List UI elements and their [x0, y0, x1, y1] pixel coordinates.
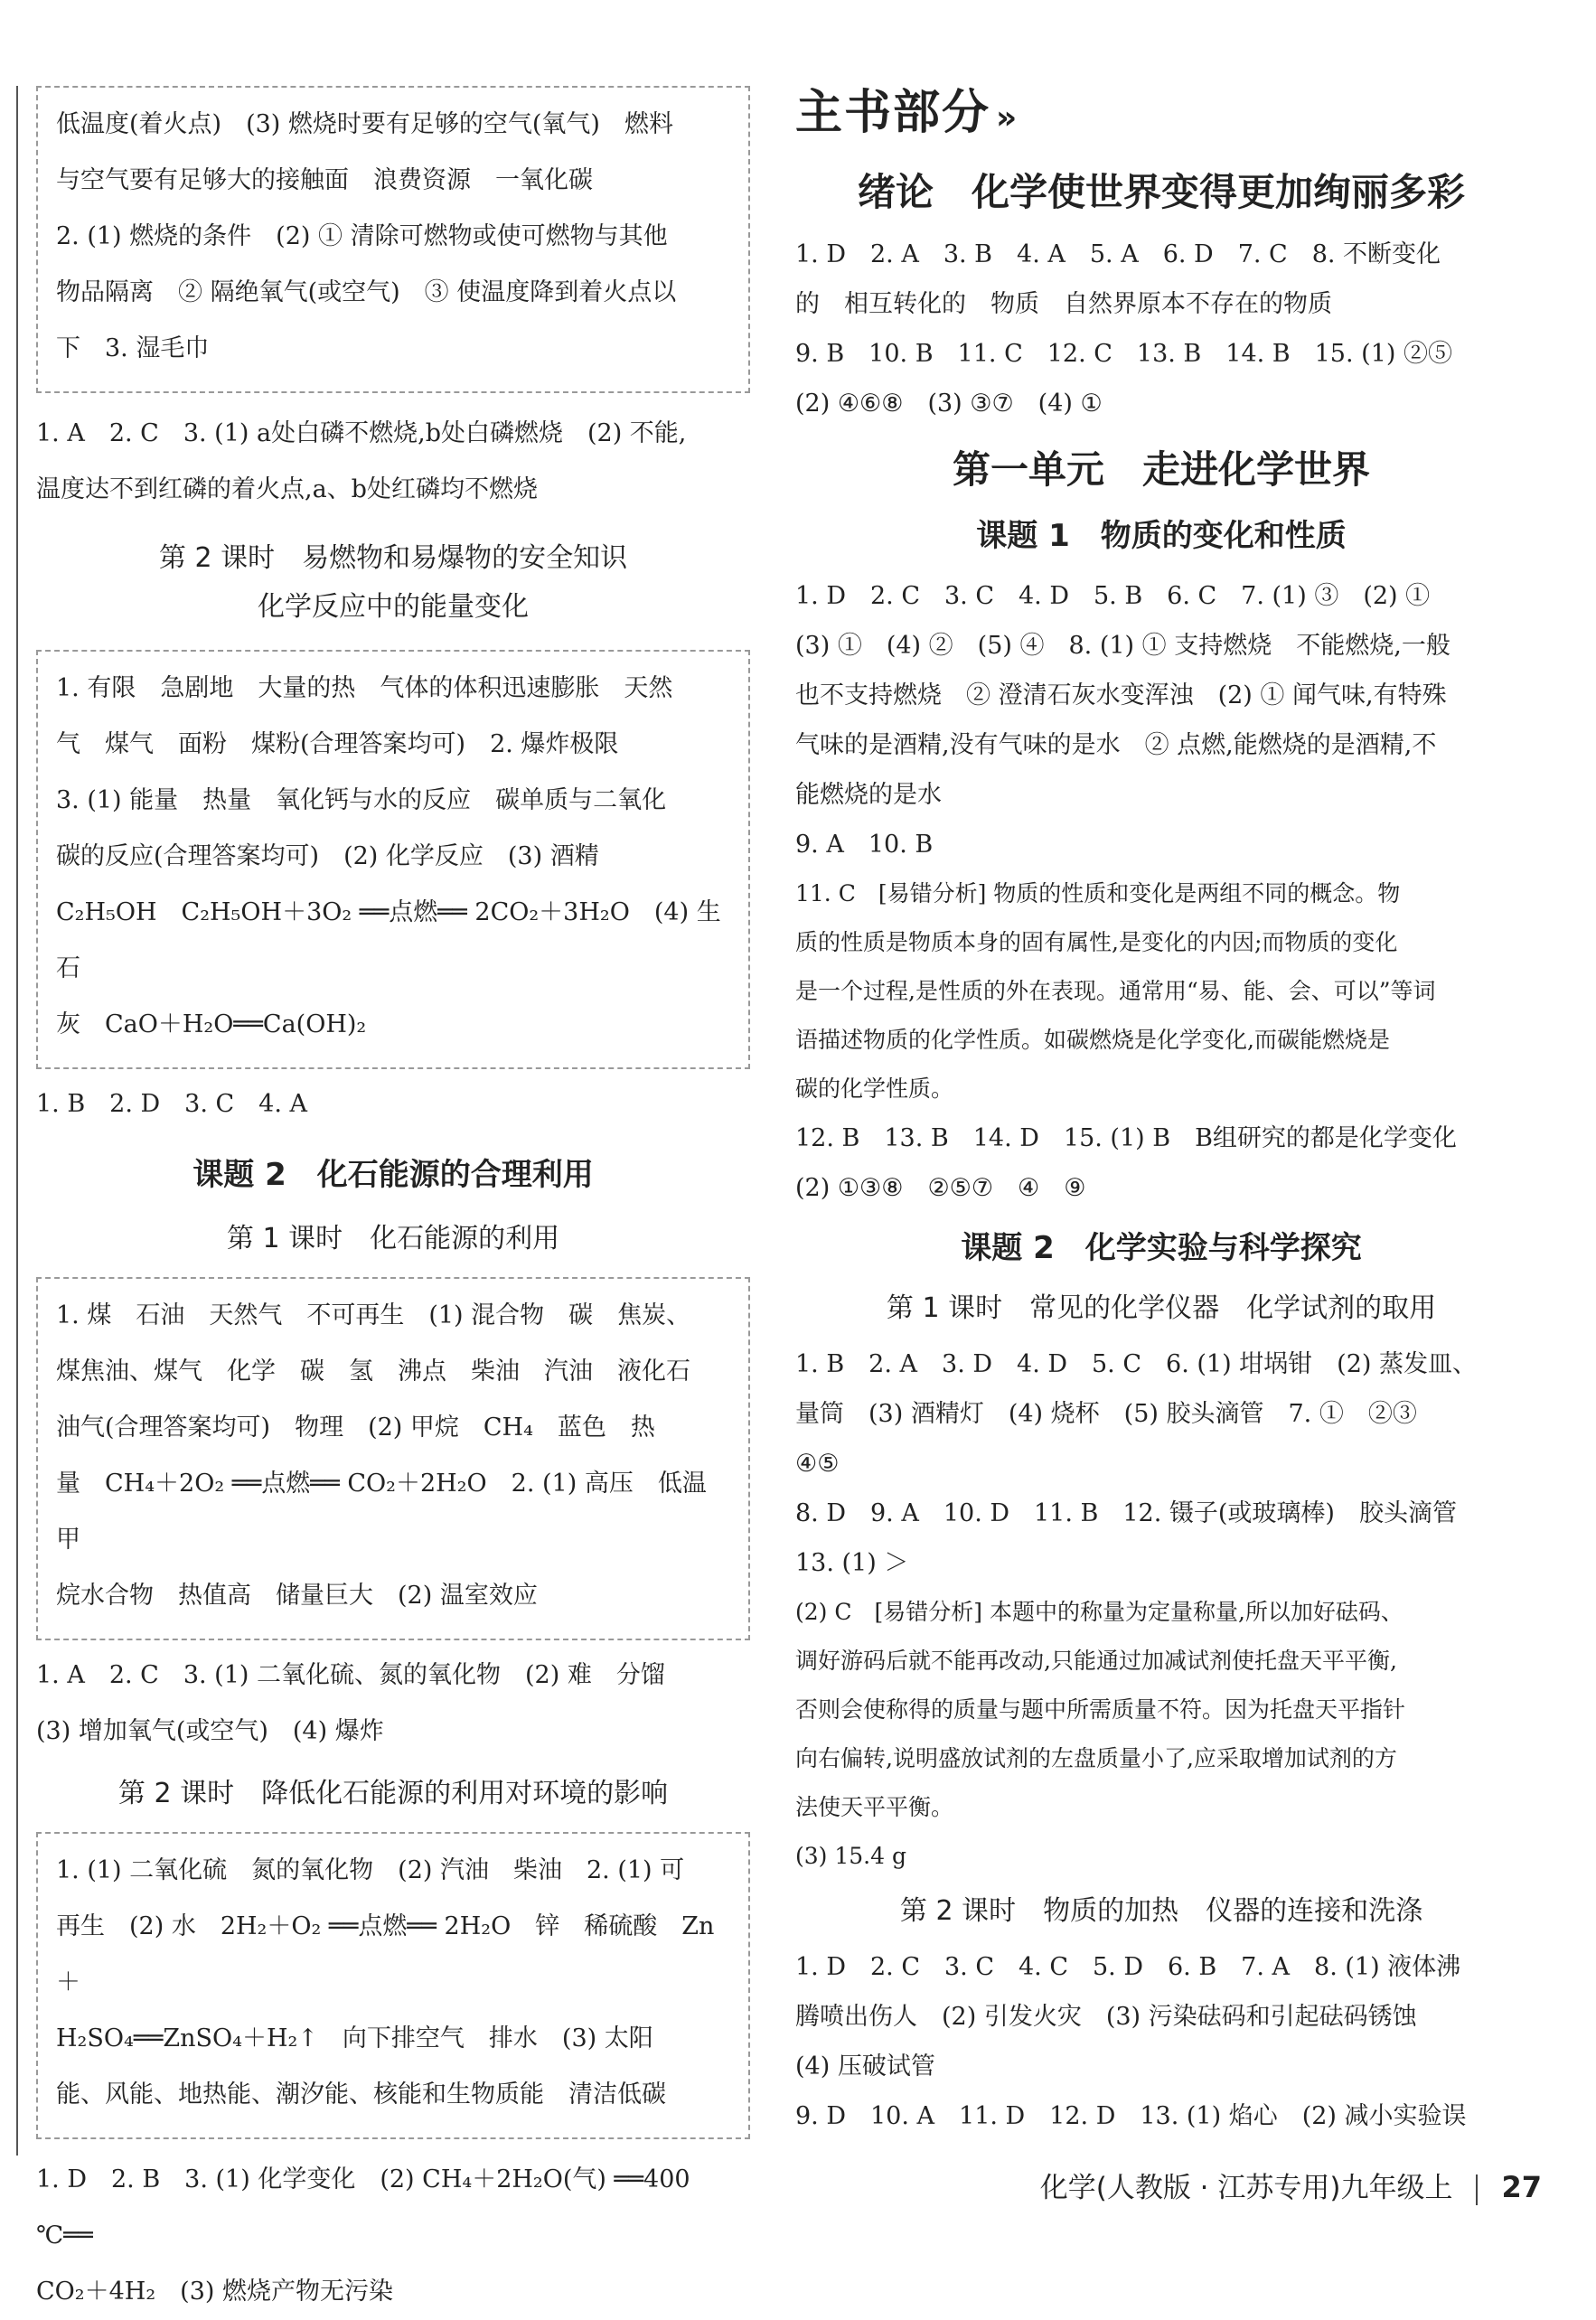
footer-divider — [1476, 2174, 1478, 2205]
answer-line: 1. B 2. A 3. D 4. D 5. C 6. (1) 坩埚钳 (2) 蒸发皿、 — [795, 1350, 1478, 1378]
box-line: 量 CH₄＋2O₂ ══点燃══ CO₂＋2H₂O 2. (1) 高压 低温 甲 — [56, 1470, 731, 1554]
answer-box-4 — [36, 1832, 750, 2139]
box-line: 与空气要有足够大的接触面 浪费资源 一氧化碳 — [56, 166, 593, 194]
page-number: 27 — [1501, 2170, 1542, 2204]
book-title: 化学(人教版 · 江苏专用)九年级上 — [1039, 2172, 1453, 2204]
answer-line: 量筒 (3) 酒精灯 (4) 烧杯 (5) 胶头滴管 7. ① ②③ — [795, 1400, 1417, 1428]
answer-line: 12. B 13. B 14. D 15. (1) B B组研究的都是化学变化 — [795, 1124, 1457, 1152]
box-line: 灰 CaO＋H₂O══Ca(OH)₂ — [56, 1010, 367, 1038]
answers-4 — [36, 2152, 750, 2320]
lesson-title: 第 2 课时 物质的加热 仪器的连接和洗涤 — [899, 1895, 1423, 1927]
box-line: 煤焦油、煤气 化学 碳 氢 沸点 柴油 汽油 液化石 — [56, 1357, 690, 1385]
answer-line: CO₂＋4H₂ (3) 燃烧产物无污染 — [36, 2278, 393, 2306]
box-line: C₂H₅OH C₂H₅OH＋3O₂ ══点燃══ 2CO₂＋3H₂O (4) 生石 — [56, 898, 721, 982]
lesson-title: 第 2 课时 易燃物和易爆物的安全知识 — [158, 542, 628, 574]
answer-line: 1. D 2. A 3. B 4. A 5. A 6. D 7. C 8. 不断变化 — [795, 240, 1441, 268]
analysis-line: 质的性质是物质本身的固有属性,是变化的内因;而物质的变化 — [795, 929, 1398, 955]
lesson-title: 第 1 课时 化石能源的利用 — [226, 1223, 560, 1254]
box-line: 1. 有限 急剧地 大量的热 气体的体积迅速膨胀 天然 — [56, 674, 673, 702]
unit-title: 第一单元 走进化学世界 — [952, 447, 1370, 492]
analysis-line: (3) 15.4 g — [795, 1843, 906, 1869]
answer-line: (3) ① (4) ② (5) ④ 8. (1) ① 支持燃烧 不能燃烧,一般 — [795, 632, 1450, 660]
topic-title: 课题 2 化学实验与科学探究 — [961, 1230, 1362, 1266]
box-line: 2. (1) 燃烧的条件 (2) ① 清除可燃物或使可燃物与其他 — [56, 222, 668, 250]
answer-line: 1. D 2. C 3. C 4. D 5. B 6. C 7. (1) ③ (2) ① — [795, 582, 1431, 610]
answer-line: 9. A 10. B — [795, 831, 934, 859]
left-column — [36, 0, 750, 2320]
answers-2: 1. B 2. D 3. C 4. A — [36, 1090, 308, 1118]
analysis-line: 是一个过程,是性质的外在表现。通常用“易、能、会、可以”等词 — [795, 978, 1436, 1004]
main-section-title — [795, 80, 1527, 152]
box-line: 1. (1) 二氧化硫 氮的氧化物 (2) 汽油 柴油 2. (1) 可 — [56, 1856, 685, 1884]
main-title-text: 主书部分 — [795, 86, 991, 140]
box-line: 再生 (2) 水 2H₂＋O₂ ══点燃══ 2H₂O 锌 稀硫酸 Zn＋ — [56, 1912, 715, 1996]
answer-line: 9. B 10. B 11. C 12. C 13. B 14. B 15. (1) ②⑤ — [795, 340, 1452, 368]
answers-3 — [36, 1648, 750, 1760]
topic-title: 课题 1 物质的变化和性质 — [976, 518, 1347, 554]
box-line: 碳的反应(合理答案均可) (2) 化学反应 (3) 酒精 — [56, 842, 599, 870]
answer-box-3 — [36, 1277, 750, 1640]
left-margin-rule — [16, 86, 18, 2156]
topic1-answers-2 — [795, 1113, 1527, 1213]
answer-line: (2) ④⑥⑧ (3) ③⑦ (4) ① — [795, 390, 1103, 418]
answer-line: 1. A 2. C 3. (1) 二氧化硫、氮的氧化物 (2) 难 分馏 — [36, 1661, 665, 1689]
intro-answers — [795, 230, 1527, 428]
topic-title: 课题 2 化石能源的合理利用 — [192, 1157, 594, 1193]
answer-line: 温度达不到红磷的着火点,a、b处红磷均不燃烧 — [36, 475, 538, 503]
topic1-analysis — [795, 869, 1527, 1113]
answer-line: 也不支持燃烧 ② 澄清石灰水变浑浊 (2) ① 闻气味,有特殊 — [795, 681, 1447, 709]
analysis-line: (2) C [易错分析] 本题中的称量为定量称量,所以加好砝码、 — [795, 1599, 1404, 1625]
answer-line: 1. D 2. B 3. (1) 化学变化 (2) CH₄＋2H₂O(气) ══400 ℃══ — [36, 2165, 690, 2250]
lesson-title: 第 2 课时 降低化石能源的利用对环境的影响 — [117, 1778, 669, 1809]
answer-line: 气味的是酒精,没有气味的是水 ② 点燃,能燃烧的是酒精,不 — [795, 731, 1437, 759]
box-line: 低温度(着火点) (3) 燃烧时要有足够的空气(氧气) 燃料 — [56, 110, 673, 138]
answer-box-1 — [36, 86, 750, 393]
topic2-answers — [795, 1339, 1527, 1588]
box-line: 能、风能、地热能、潮汐能、核能和生物质能 清洁低碳 — [56, 2080, 666, 2109]
box-line: 物品隔离 ② 隔绝氧气(或空气) ③ 使温度降到着火点以 — [56, 278, 677, 306]
answer-line: 8. D 9. A 10. D 11. B 12. 镊子(或玻璃棒) 胶头滴管 — [795, 1499, 1457, 1527]
answer-line: 的 相互转化的 物质 自然界原本不存在的物质 — [795, 290, 1332, 318]
answer-line: 1. D 2. C 3. C 4. C 5. D 6. B 7. A 8. (1) 液体沸 — [795, 1953, 1461, 1981]
answer-line: (4) 压破试管 — [795, 2052, 935, 2080]
chevron-right-icon: » — [996, 99, 1019, 136]
answer-line: 9. D 10. A 11. D 12. D 13. (1) 焰心 (2) 减小实验误 — [795, 2102, 1467, 2130]
analysis-line: 否则会使称得的质量与题中所需质量不符。因为托盘天平指针 — [795, 1696, 1406, 1723]
topic2-analysis — [795, 1588, 1527, 1881]
box-line: 3. (1) 能量 热量 氧化钙与水的反应 碳单质与二氧化 — [56, 786, 667, 814]
answer-line: 腾喷出伤人 (2) 引发火灾 (3) 污染砝码和引起砝码锈蚀 — [795, 2003, 1417, 2031]
lesson-subtitle: 化学反应中的能量变化 — [258, 591, 529, 623]
analysis-line: 11. C [易错分析] 物质的性质和变化是两组不同的概念。物 — [795, 880, 1401, 906]
analysis-line: 语描述物质的化学性质。如碳燃烧是化学变化,而碳能燃烧是 — [795, 1027, 1390, 1053]
analysis-line: 调好游码后就不能再改动,只能通过加减试剂使托盘天平平衡, — [795, 1648, 1397, 1674]
box-line: 气 煤气 面粉 煤粉(合理答案均可) 2. 爆炸极限 — [56, 730, 619, 758]
box-line: 1. 煤 石油 天然气 不可再生 (1) 混合物 碳 焦炭、 — [56, 1301, 691, 1329]
answer-line: 1. A 2. C 3. (1) a处白磷不燃烧,b处白磷燃烧 (2) 不能, — [36, 419, 687, 447]
answer-line: (3) 增加氧气(或空气) (4) 爆炸 — [36, 1717, 384, 1745]
box-line: H₂SO₄══ZnSO₄＋H₂↑ 向下排空气 排水 (3) 太阳 — [56, 2024, 653, 2052]
analysis-line: 法使天平平衡。 — [795, 1794, 954, 1820]
box-line: 下 3. 湿毛巾 — [56, 334, 210, 362]
lesson-heading-2 — [36, 534, 750, 632]
lesson-title: 第 1 课时 常见的化学仪器 化学试剂的取用 — [886, 1292, 1437, 1324]
answer-box-2 — [36, 650, 750, 1069]
analysis-line: 碳的化学性质。 — [795, 1075, 954, 1102]
box-line: 油气(合理答案均可) 物理 (2) 甲烷 CH₄ 蓝色 热 — [56, 1414, 655, 1442]
right-column — [795, 0, 1527, 2141]
answer-line: 能燃烧的是水 — [795, 781, 942, 809]
answer-line: ④⑤ — [795, 1450, 840, 1478]
topic1-answers — [795, 571, 1527, 869]
answers-1 — [36, 406, 750, 518]
answer-line: 13. (1) ＞ — [795, 1549, 909, 1577]
analysis-line: 向右偏转,说明盛放试剂的左盘质量小了,应采取增加试剂的方 — [795, 1745, 1397, 1771]
box-line: 烷水合物 热值高 储量巨大 (2) 温室效应 — [56, 1582, 538, 1610]
intro-title: 绪论 化学使世界变得更加绚丽多彩 — [857, 170, 1465, 214]
page-footer — [1040, 2165, 1542, 2205]
answer-line: (2) ①③⑧ ②⑤⑦ ④ ⑨ — [795, 1174, 1086, 1202]
lesson2-answers — [795, 1942, 1527, 2141]
